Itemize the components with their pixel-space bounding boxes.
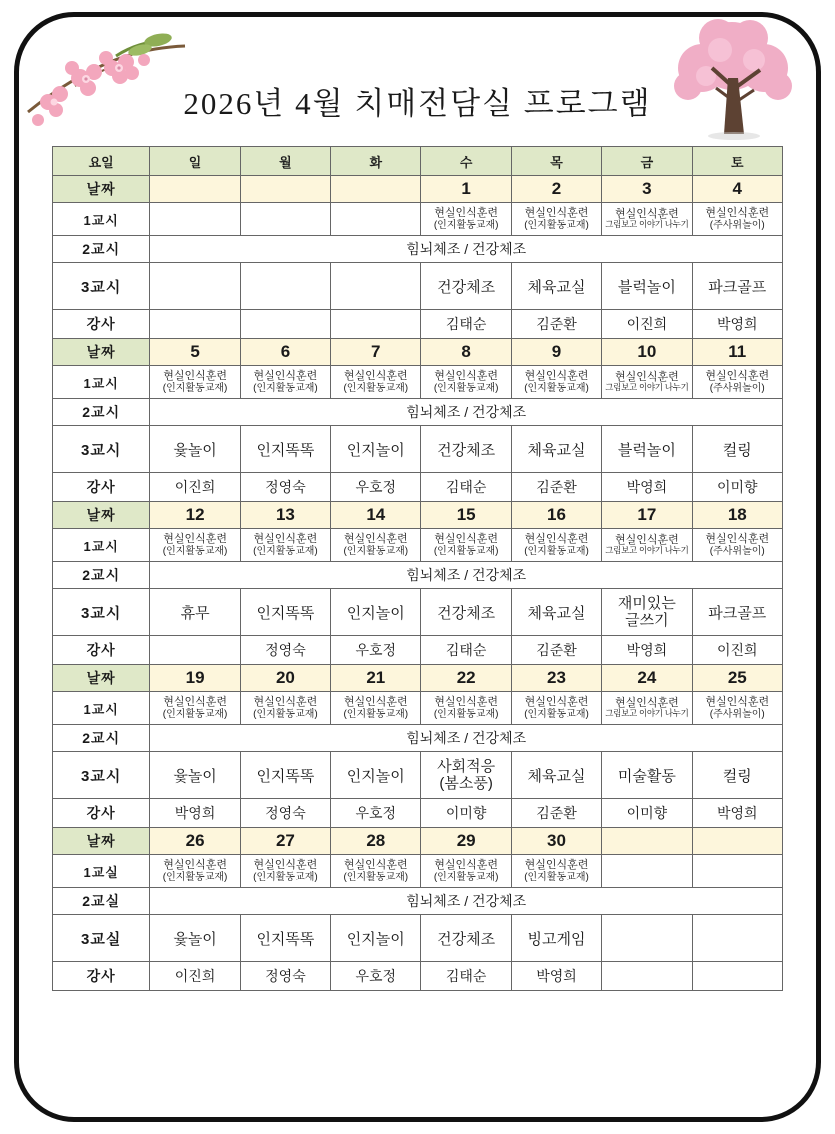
period1-cell: 현실인식훈련 (인지활동교재) [240, 529, 330, 562]
date-cell: 18 [692, 502, 782, 529]
teacher-cell: 이진희 [150, 962, 240, 991]
period3-cell: 인지똑똑 [240, 426, 330, 473]
period2-merged-cell: 힘뇌체조 / 건강체조 [150, 399, 783, 426]
period1-cell: 현실인식훈련 (인지활동교재) [421, 366, 511, 399]
period3-cell: 건강체조 [421, 915, 511, 962]
period3-cell: 건강체조 [421, 263, 511, 310]
period1-cell: 현실인식훈련 (인지활동교재) [150, 366, 240, 399]
period3-cell [331, 263, 421, 310]
period1-cell [692, 855, 782, 888]
header-day-fri: 금 [602, 147, 692, 176]
teacher-cell: 이미향 [602, 799, 692, 828]
period3-cell: 블럭놀이 [602, 263, 692, 310]
header-day-wed: 수 [421, 147, 511, 176]
row-label-period2: 2교시 [53, 725, 150, 752]
period3-cell: 컬링 [692, 752, 782, 799]
period1-cell: 현실인식훈련 (인지활동교재) [511, 692, 601, 725]
date-cell: 7 [331, 339, 421, 366]
date-cell [150, 176, 240, 203]
period1-cell: 현실인식훈련 (주사위놀이) [692, 203, 782, 236]
period1-cell: 현실인식훈련 (인지활동교재) [331, 529, 421, 562]
period1-cell: 현실인식훈련 (인지활동교재) [331, 366, 421, 399]
period1-cell [331, 203, 421, 236]
period3-cell: 건강체조 [421, 589, 511, 636]
header-day-thu: 목 [511, 147, 601, 176]
period2-row [53, 562, 783, 589]
period3-cell: 인지똑똑 [240, 752, 330, 799]
date-cell: 2 [511, 176, 601, 203]
teacher-row [53, 799, 783, 828]
table-header-row [53, 147, 783, 176]
date-row [53, 502, 783, 529]
teacher-cell [331, 310, 421, 339]
period1-cell: 현실인식훈련 (인지활동교재) [331, 855, 421, 888]
schedule-body [53, 176, 783, 991]
row-label-period2: 2교시 [53, 562, 150, 589]
date-row [53, 665, 783, 692]
period1-cell: 현실인식훈련 (인지활동교재) [421, 855, 511, 888]
date-cell: 15 [421, 502, 511, 529]
teacher-row [53, 310, 783, 339]
row-label-date: 날짜 [53, 665, 150, 692]
period1-cell: 현실인식훈련 그림보고 이야기 나누기 [602, 203, 692, 236]
teacher-cell: 이미향 [421, 799, 511, 828]
period3-cell: 인지똑똑 [240, 915, 330, 962]
date-row [53, 339, 783, 366]
header-day-sat: 토 [692, 147, 782, 176]
teacher-cell: 우호정 [331, 636, 421, 665]
teacher-cell: 김준환 [511, 473, 601, 502]
period3-row [53, 752, 783, 799]
teacher-cell: 이미향 [692, 473, 782, 502]
period1-cell: 현실인식훈련 (주사위놀이) [692, 366, 782, 399]
period1-cell [240, 203, 330, 236]
date-cell: 16 [511, 502, 601, 529]
period1-cell: 현실인식훈련 (인지활동교재) [240, 855, 330, 888]
row-label-date: 날짜 [53, 828, 150, 855]
period3-row [53, 263, 783, 310]
date-cell: 13 [240, 502, 330, 529]
date-cell: 19 [150, 665, 240, 692]
date-cell: 20 [240, 665, 330, 692]
period1-cell: 현실인식훈련 (인지활동교재) [421, 203, 511, 236]
period1-cell: 현실인식훈련 (인지활동교재) [150, 692, 240, 725]
row-label-period3: 3교시 [53, 589, 150, 636]
period1-row [53, 855, 783, 888]
period3-cell: 재미있는 글쓰기 [602, 589, 692, 636]
period1-cell: 현실인식훈련 (주사위놀이) [692, 692, 782, 725]
date-cell: 25 [692, 665, 782, 692]
teacher-cell: 김태순 [421, 310, 511, 339]
teacher-cell: 박영희 [692, 799, 782, 828]
teacher-row [53, 962, 783, 991]
date-cell: 4 [692, 176, 782, 203]
date-cell: 22 [421, 665, 511, 692]
period3-cell: 인지놀이 [331, 589, 421, 636]
schedule-table [52, 146, 783, 991]
page-title: 2026년 4월 치매전담실 프로그램 [183, 86, 652, 121]
period3-cell: 블럭놀이 [602, 426, 692, 473]
row-label-period3: 3교실 [53, 915, 150, 962]
period1-cell: 현실인식훈련 (인지활동교재) [240, 366, 330, 399]
period3-cell: 체육교실 [511, 263, 601, 310]
teacher-cell [240, 310, 330, 339]
period1-cell: 현실인식훈련 그림보고 이야기 나누기 [602, 692, 692, 725]
date-cell [602, 828, 692, 855]
period3-cell [602, 915, 692, 962]
teacher-cell: 김태순 [421, 636, 511, 665]
period2-merged-cell: 힘뇌체조 / 건강체조 [150, 888, 783, 915]
period1-cell: 현실인식훈련 (인지활동교재) [240, 692, 330, 725]
period1-cell: 현실인식훈련 (인지활동교재) [421, 692, 511, 725]
date-cell: 12 [150, 502, 240, 529]
period2-row [53, 236, 783, 263]
teacher-cell: 정영숙 [240, 636, 330, 665]
row-label-period2: 2교실 [53, 888, 150, 915]
row-label-period1: 1교시 [53, 529, 150, 562]
teacher-cell: 이진희 [602, 310, 692, 339]
teacher-cell: 김태순 [421, 962, 511, 991]
period1-cell: 현실인식훈련 (인지활동교재) [511, 366, 601, 399]
date-cell: 23 [511, 665, 601, 692]
row-label-teacher: 강사 [53, 310, 150, 339]
period1-row [53, 692, 783, 725]
date-cell: 10 [602, 339, 692, 366]
period1-cell [150, 203, 240, 236]
date-cell: 17 [602, 502, 692, 529]
date-cell: 3 [602, 176, 692, 203]
teacher-cell: 김준환 [511, 310, 601, 339]
teacher-cell: 박영희 [602, 636, 692, 665]
period1-cell: 현실인식훈련 (인지활동교재) [150, 855, 240, 888]
period3-cell: 사회적응 (봄소풍) [421, 752, 511, 799]
teacher-cell: 이진희 [150, 473, 240, 502]
date-cell: 24 [602, 665, 692, 692]
row-label-date: 날짜 [53, 176, 150, 203]
date-cell: 21 [331, 665, 421, 692]
period1-cell: 현실인식훈련 그림보고 이야기 나누기 [602, 529, 692, 562]
period3-cell: 인지놀이 [331, 915, 421, 962]
period3-cell: 윷놀이 [150, 915, 240, 962]
period1-row [53, 203, 783, 236]
row-label-period3: 3교시 [53, 426, 150, 473]
teacher-cell: 우호정 [331, 799, 421, 828]
teacher-cell: 박영희 [602, 473, 692, 502]
date-cell: 14 [331, 502, 421, 529]
period1-cell: 현실인식훈련 (인지활동교재) [511, 203, 601, 236]
period1-row [53, 529, 783, 562]
date-cell [692, 828, 782, 855]
date-cell: 1 [421, 176, 511, 203]
period3-row [53, 589, 783, 636]
teacher-cell [602, 962, 692, 991]
teacher-cell [150, 636, 240, 665]
row-label-period3: 3교시 [53, 263, 150, 310]
row-label-date: 날짜 [53, 502, 150, 529]
row-label-period1: 1교시 [53, 366, 150, 399]
period3-row [53, 426, 783, 473]
period1-cell: 현실인식훈련 (인지활동교재) [150, 529, 240, 562]
period3-cell: 체육교실 [511, 426, 601, 473]
period2-merged-cell: 힘뇌체조 / 건강체조 [150, 725, 783, 752]
teacher-cell: 이진희 [692, 636, 782, 665]
date-cell: 5 [150, 339, 240, 366]
period3-cell [240, 263, 330, 310]
date-cell: 11 [692, 339, 782, 366]
row-label-teacher: 강사 [53, 636, 150, 665]
period2-merged-cell: 힘뇌체조 / 건강체조 [150, 562, 783, 589]
row-label-period3: 3교시 [53, 752, 150, 799]
date-cell [331, 176, 421, 203]
period3-cell: 컬링 [692, 426, 782, 473]
row-label-teacher: 강사 [53, 799, 150, 828]
row-label-period2: 2교시 [53, 236, 150, 263]
row-label-period2: 2교시 [53, 399, 150, 426]
row-label-period1: 1교시 [53, 692, 150, 725]
period2-row [53, 399, 783, 426]
period3-cell [150, 263, 240, 310]
period1-cell: 현실인식훈련 (인지활동교재) [511, 529, 601, 562]
date-cell: 6 [240, 339, 330, 366]
teacher-cell: 김준환 [511, 636, 601, 665]
period1-cell [602, 855, 692, 888]
period3-cell: 미술활동 [602, 752, 692, 799]
period1-row [53, 366, 783, 399]
teacher-cell: 정영숙 [240, 473, 330, 502]
date-cell: 30 [511, 828, 601, 855]
period2-row [53, 725, 783, 752]
teacher-cell: 박영희 [150, 799, 240, 828]
period3-cell: 인지똑똑 [240, 589, 330, 636]
period2-row [53, 888, 783, 915]
period3-cell: 건강체조 [421, 426, 511, 473]
row-label-period1: 1교시 [53, 203, 150, 236]
teacher-row [53, 473, 783, 502]
teacher-cell: 김준환 [511, 799, 601, 828]
date-cell: 27 [240, 828, 330, 855]
date-row [53, 828, 783, 855]
period1-cell: 현실인식훈련 (인지활동교재) [331, 692, 421, 725]
header-day-tue: 화 [331, 147, 421, 176]
period3-cell: 체육교실 [511, 589, 601, 636]
teacher-cell: 박영희 [692, 310, 782, 339]
teacher-cell: 김태순 [421, 473, 511, 502]
date-cell: 28 [331, 828, 421, 855]
date-cell: 29 [421, 828, 511, 855]
period1-cell: 현실인식훈련 그림보고 이야기 나누기 [602, 366, 692, 399]
period1-cell: 현실인식훈련 (인지활동교재) [511, 855, 601, 888]
period3-cell: 인지놀이 [331, 426, 421, 473]
date-row [53, 176, 783, 203]
row-label-date: 날짜 [53, 339, 150, 366]
period3-cell: 윷놀이 [150, 752, 240, 799]
teacher-cell [692, 962, 782, 991]
teacher-cell: 정영숙 [240, 962, 330, 991]
period3-cell: 휴무 [150, 589, 240, 636]
row-label-teacher: 강사 [53, 962, 150, 991]
teacher-cell [150, 310, 240, 339]
teacher-cell: 박영희 [511, 962, 601, 991]
header-day-sun: 일 [150, 147, 240, 176]
period3-cell: 파크골프 [692, 589, 782, 636]
teacher-row [53, 636, 783, 665]
teacher-cell: 우호정 [331, 962, 421, 991]
date-cell: 9 [511, 339, 601, 366]
teacher-cell: 정영숙 [240, 799, 330, 828]
date-cell [240, 176, 330, 203]
row-label-teacher: 강사 [53, 473, 150, 502]
period3-cell: 파크골프 [692, 263, 782, 310]
period3-cell: 윷놀이 [150, 426, 240, 473]
row-label-period1: 1교실 [53, 855, 150, 888]
date-cell: 26 [150, 828, 240, 855]
period2-merged-cell: 힘뇌체조 / 건강체조 [150, 236, 783, 263]
period3-cell: 인지놀이 [331, 752, 421, 799]
period3-cell: 빙고게임 [511, 915, 601, 962]
date-cell: 8 [421, 339, 511, 366]
header-weekday-label: 요일 [53, 147, 150, 176]
period1-cell: 현실인식훈련 (주사위놀이) [692, 529, 782, 562]
teacher-cell: 우호정 [331, 473, 421, 502]
header-day-mon: 월 [240, 147, 330, 176]
period3-cell: 체육교실 [511, 752, 601, 799]
period3-row [53, 915, 783, 962]
period1-cell: 현실인식훈련 (인지활동교재) [421, 529, 511, 562]
period3-cell [692, 915, 782, 962]
